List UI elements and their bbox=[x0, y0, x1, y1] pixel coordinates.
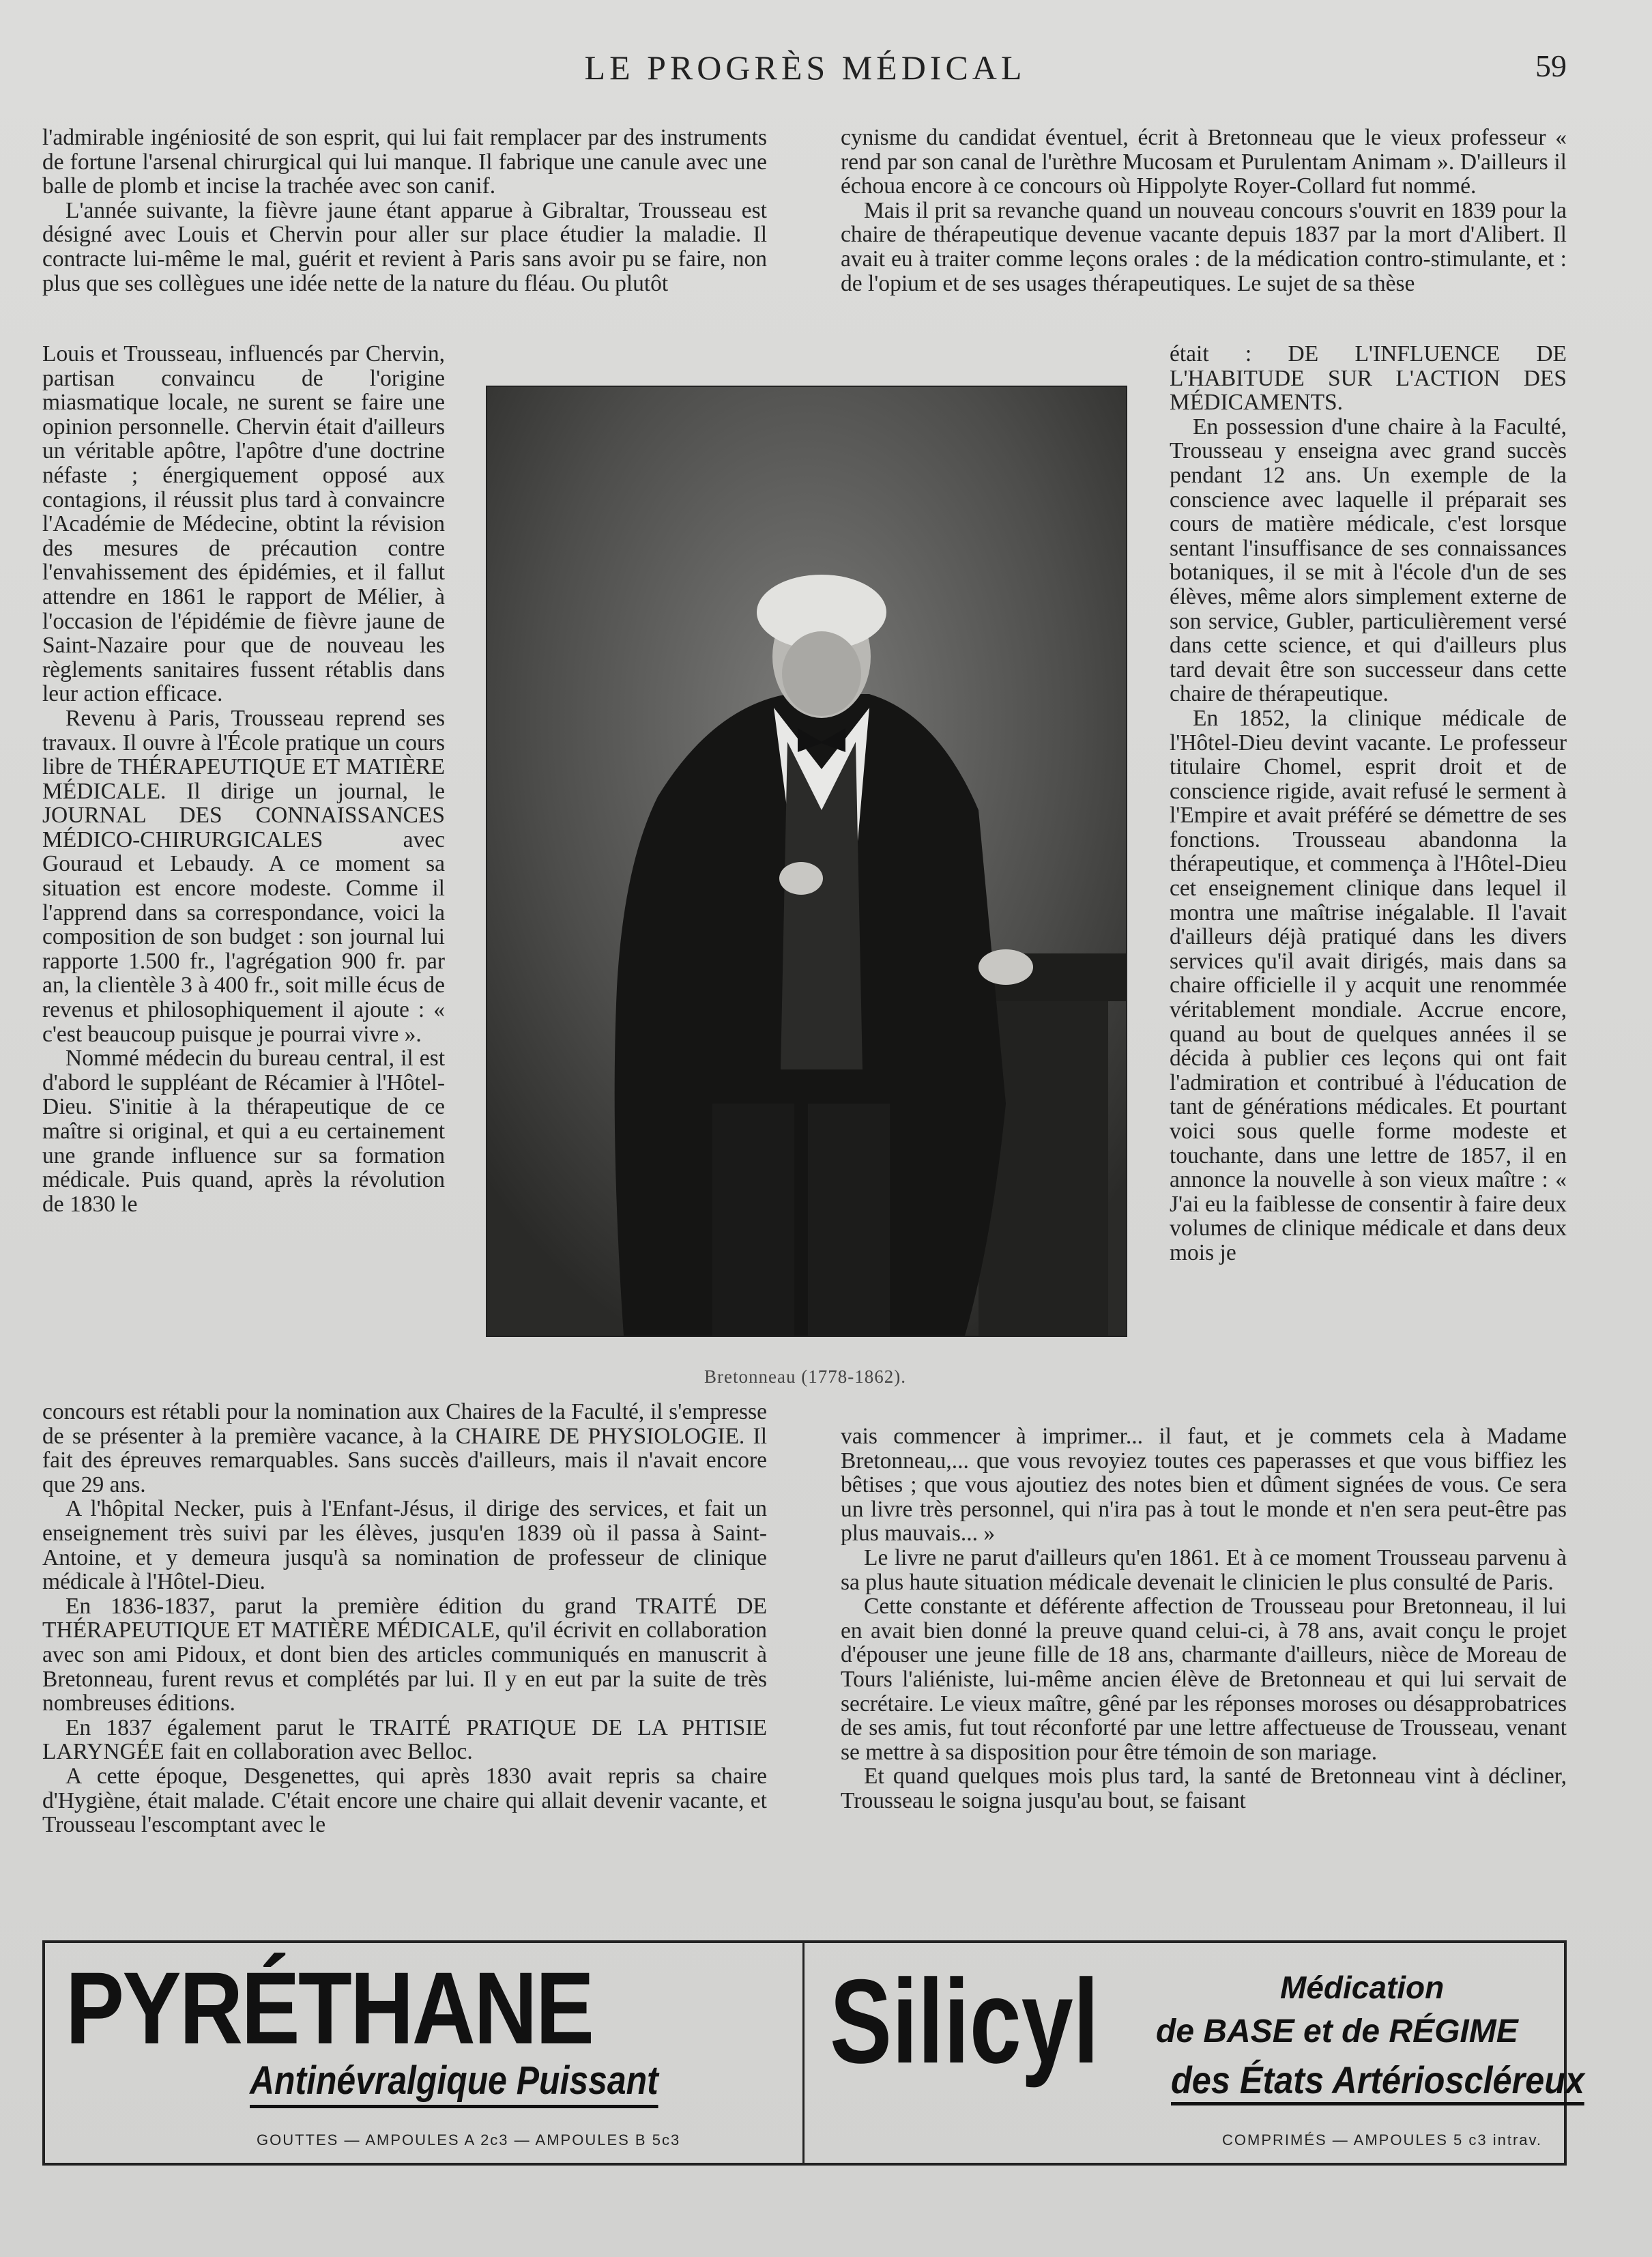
paragraph: Cette constante et déférente affection de Trousseau pour Bretonneau, il lui en avait bien donné la preuve quand celui-ci, à 78 ans, avait conçu le projet d'épouser une jeune fille de 18 ans, charmante d'ailleurs, nièce de Moreau de Tours l'aliéniste, lui-même ancien élève de Bretonneau et qui lui servait de secrétaire. Le vieux maître, gêné par les réponses moroses ou désapprobatrices de ses amis, fut tout réconforté par une lettre affectueuse de Trousseau, venant se mettre à sa disposition pour être témoin de son mariage. bbox=[841, 1594, 1567, 1765]
paragraph: A cette époque, Desgenettes, qui après 1830 avait repris sa chaire d'Hygiène, était malade. C'était encore une chaire qui allait devenir vacante, et Trousseau l'escomptant avec le bbox=[42, 1763, 767, 1838]
ad-divider bbox=[802, 1943, 805, 2163]
left-column-beside-photo bbox=[42, 342, 445, 1216]
photo-caption: Bretonneau (1778-1862). bbox=[704, 1366, 906, 1387]
paragraph: En 1836-1837, parut la première édition du grand TRAITÉ DE THÉRAPEUTIQUE ET MATIÈRE MÉDICALE, qu'il écrivit en collaboration avec son ami Pidoux, et dont bien des articles communiqués en manuscrit à Bretonneau, furent revus et complétés par lui. Il y en eut par la suite de très nombreuses éditions. bbox=[42, 1593, 767, 1716]
journal-title: LE PROGRÈS MÉDICAL bbox=[584, 48, 1026, 87]
paragraph: était : DE L'INFLUENCE DE L'HABITUDE SUR L'ACTION DES MÉDICAMENTS. bbox=[1170, 341, 1567, 416]
paragraph: En 1852, la clinique médicale de l'Hôtel-Dieu devint vacante. Le professeur titulaire Chomel, esprit droit et de conscience rigide, avait refusé le serment à l'Empire et avait préféré se démettre de ses fonctions. Trousseau abandonna la thérapeutique, et commença à l'Hôtel-Dieu cet enseignement clinique dans lequel il montra une maîtrise inégalable. Il l'avait d'ailleurs déjà pratiqué dans les divers services qu'il avait dirigés, mais dans sa chaire officielle il y acquit une renommée véritablement mondiale. Accrue encore, quand au bout de quelques années il se décida à publier ces leçons qui ont fait l'admiration et contribué à l'éducation de tant de générations médicales. Et pourtant voici sous quelle forme modeste et touchante, dans une lettre de 1857, il en annonce la nouvelle à son vieux maître : « J'ai eu la faiblesse de consentir à faire deux volumes de clinique médicale et dans deux mois je bbox=[1170, 705, 1567, 1265]
paragraph: En 1837 également parut le TRAITÉ PRATIQUE DE LA PHTISIE LARYNGÉE fait en collaboration avec Belloc. bbox=[42, 1714, 767, 1765]
portrait-photograph bbox=[486, 386, 1127, 1337]
silicyl-footer: COMPRIMÉS — AMPOULES 5 c3 intrav. bbox=[1222, 2131, 1543, 2148]
paragraph: Et quand quelques mois plus tard, la santé de Bretonneau vint à décliner, Trousseau le soigna jusqu'au bout, se faisant bbox=[841, 1764, 1567, 1813]
pyrethane-brand: PYRÉTHANE bbox=[66, 1951, 593, 2065]
paragraph: Nommé médecin du bureau central, il est d'abord le suppléant de Récamier à l'Hôtel-Dieu. S'initie à la thérapeutique de ce maître si original, et qui a eu certainement une grande influence sur sa formation médicale. Puis quand, après la révolution de 1830 le bbox=[42, 1046, 445, 1217]
left-column-bottom bbox=[42, 1400, 767, 1837]
advertisement-banner bbox=[42, 1940, 1585, 2166]
right-column-beside-photo bbox=[1170, 342, 1567, 1265]
paragraph: Revenu à Paris, Trousseau reprend ses travaux. Il ouvre à l'École pratique un cours libre de THÉRAPEUTIQUE ET MATIÈRE MÉDICALE. Il dirige un journal, le JOURNAL DES CONNAISSANCES MÉDICO-CHIRURGICALES avec Gouraud et Lebaudy. A ce moment sa situation est encore modeste. Comme il l'apprend dans sa correspondance, voici la composition de son budget : son journal lui rapporte 1.500 fr., l'agrégation 900 fr. par an, la clientèle 3 à 400 fr., soit mille écus de revenus et philosophiquement il ajoute : « c'est beaucoup puisque je pourrai vivre ». bbox=[42, 705, 445, 1047]
paragraph: Louis et Trousseau, influencés par Chervin, partisan convaincu de l'origine miasmatique locale, ne surent se faire une opinion personnelle. Chervin était d'ailleurs un véritable apôtre, l'apôtre d'une doctrine néfaste ; énergiquement opposé aux contagions, il réussit plus tard à convaincre l'Académie de Médecine, obtint la révision des mesures de précaution contre l'envahissement des épidémies, et il fallut attendre en 1861 le rapport de Mélier, à l'occasion de l'épidémie de fièvre jaune de Saint-Nazaire pour que de nouveau les règlements sanitaires fussent rétablis dans leur action efficace. bbox=[42, 341, 445, 707]
silicyl-line-1: Médication bbox=[1280, 1970, 1445, 2005]
silicyl-line-3: des États Artérioscléreux bbox=[1171, 2058, 1584, 2105]
silicyl-brand: Silicyl bbox=[830, 1955, 1099, 2088]
paragraph: concours est rétabli pour la nomination aux Chaires de la Faculté, il s'empresse de se présenter à la première vacance, à la CHAIRE DE PHYSIOLOGIE. Il fait des épreuves remarquables. Sans succès d'ailleurs, mais il n'avait encore que 29 ans. bbox=[42, 1399, 767, 1497]
page-number: 59 bbox=[1535, 48, 1567, 83]
silicyl-line-2: de BASE et de RÉGIME bbox=[1156, 2013, 1518, 2050]
paragraph: A l'hôpital Necker, puis à l'Enfant-Jésus, il dirige des services, et fait un enseignement très suivi par les élèves, jusqu'en 1839 où il passa à Saint-Antoine, et y demeura jusqu'à sa nomination de professeur de clinique médicale à l'Hôtel-Dieu. bbox=[42, 1496, 767, 1595]
portrait-figure-drawing bbox=[487, 387, 1126, 1336]
pyrethane-footer: GOUTTES — AMPOULES A 2c3 — AMPOULES B 5c3 bbox=[257, 2131, 681, 2148]
paragraph: l'admirable ingéniosité de son esprit, qui lui fait remplacer par des instruments de fortune l'arsenal chirurgical qui lui manque. Il fabrique une canule avec une balle de plomb et incise la trachée avec son canif. bbox=[42, 125, 767, 199]
left-column-top bbox=[42, 126, 767, 296]
right-column-top bbox=[841, 126, 1567, 296]
paragraph: vais commencer à imprimer... il faut, et je commets cela à Madame Bretonneau,... que vous revoyiez toutes ces paperasses et que vous biffiez les bêtises ; que vous ajoutiez des notes bien et dûment signées de vous. Ce sera un livre très personnel, qui n'ira pas à tout le monde et n'en sera peut-être pas plus mauvais... » bbox=[841, 1424, 1567, 1547]
right-column-bottom bbox=[841, 1424, 1567, 1813]
paragraph: Le livre ne parut d'ailleurs qu'en 1861. Et à ce moment Trousseau parvenu à sa plus haute situation médicale devenait le clinicien le plus consulté de Paris. bbox=[841, 1544, 1567, 1595]
paragraph: L'année suivante, la fièvre jaune étant apparue à Gibraltar, Trousseau est désigné avec Louis et Chervin pour aller sur place étudier la maladie. Il contracte lui-même le mal, guérit et revient à Paris sans avoir pu se faire, non plus que ses collègues une idée nette de la nature du fléau. Ou plutôt bbox=[42, 197, 767, 296]
paragraph: cynisme du candidat éventuel, écrit à Bretonneau que le vieux professeur « rend par son canal de l'urèthre Mucosam et Purulentam Animam ». D'ailleurs il échoua encore à ce concours où Hippolyte Royer-Collard fut nommé. bbox=[841, 125, 1567, 199]
paragraph: Mais il prit sa revanche quand un nouveau concours s'ouvrit en 1839 pour la chaire de thérapeutique devenue vacante depuis 1837 par la mort d'Alibert. Il avait eu à traiter comme leçons orales : de la médication contro-stimulante, et : de l'opium et de ses usages thérapeutiques. Le sujet de sa thèse bbox=[841, 197, 1567, 296]
pyrethane-tagline: Antinévralgique Puissant bbox=[250, 2058, 658, 2108]
paragraph: En possession d'une chaire à la Faculté, Trousseau y enseigna avec grand succès pendant 12 ans. Un exemple de la conscience avec laquelle il préparait ses cours de matière médicale, c'est lorsque sentant l'insuffisance de ses connaissances botaniques, il se mit à l'école d'un de ses élèves, même alors simplement externe de son service, Gubler, particulièrement versé dans cette science, et qui d'ailleurs plus tard devait être son successeur dans cette chaire de thérapeutique. bbox=[1170, 414, 1567, 707]
